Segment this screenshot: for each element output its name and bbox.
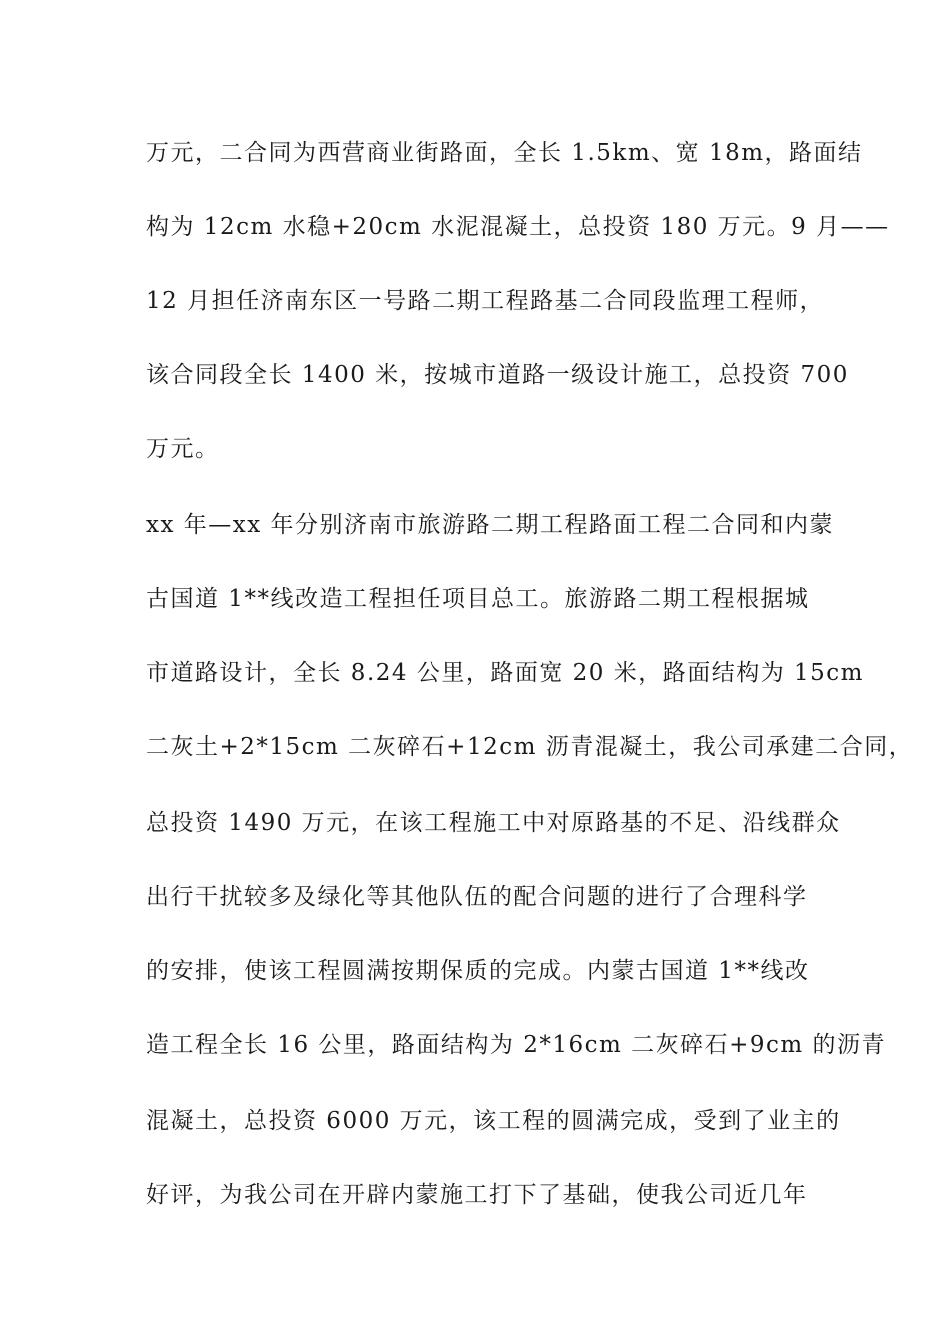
text-line: 万元。: [146, 436, 220, 462]
text-line: 出行干扰较多及绿化等其他队伍的配合问题的进行了合理科学: [146, 884, 808, 910]
text-line: 市道路设计，全长 8.24 公里，路面宽 20 米，路面结构为 15cm: [146, 660, 864, 686]
text-line: 古国道 1**线改造工程担任项目总工。旅游路二期工程根据城: [146, 586, 810, 612]
text-line: 该合同段全长 1400 米，按城市道路一级设计施工，总投资 700: [146, 362, 849, 388]
text-line: 二灰土+2*15cm 二灰碎石+12cm 沥青混凝土，我公司承建二合同，: [146, 734, 914, 760]
text-line: 12 月担任济南东区一号路二期工程路基二合同段监理工程师，: [146, 288, 825, 314]
text-line: 构为 12cm 水稳+20cm 水泥混凝土，总投资 180 万元。9 月——: [146, 214, 890, 240]
text-line: 总投资 1490 万元，在该工程施工中对原路基的不足、沿线群众: [146, 810, 841, 836]
text-line: 混凝土，总投资 6000 万元，该工程的圆满完成，受到了业主的: [146, 1108, 841, 1134]
text-line: 万元，二合同为西营商业街路面，全长 1.5km、宽 18m，路面结: [146, 140, 863, 166]
text-line: 造工程全长 16 公里，路面结构为 2*16cm 二灰碎石+9cm 的沥青: [146, 1032, 887, 1058]
text-line: xx 年—xx 年分别济南市旅游路二期工程路面工程二合同和内蒙: [146, 512, 835, 538]
text-line: 好评，为我公司在开辟内蒙施工打下了基础，使我公司近几年: [146, 1182, 808, 1208]
text-line: 的安排，使该工程圆满按期保质的完成。内蒙古国道 1**线改: [146, 958, 810, 984]
